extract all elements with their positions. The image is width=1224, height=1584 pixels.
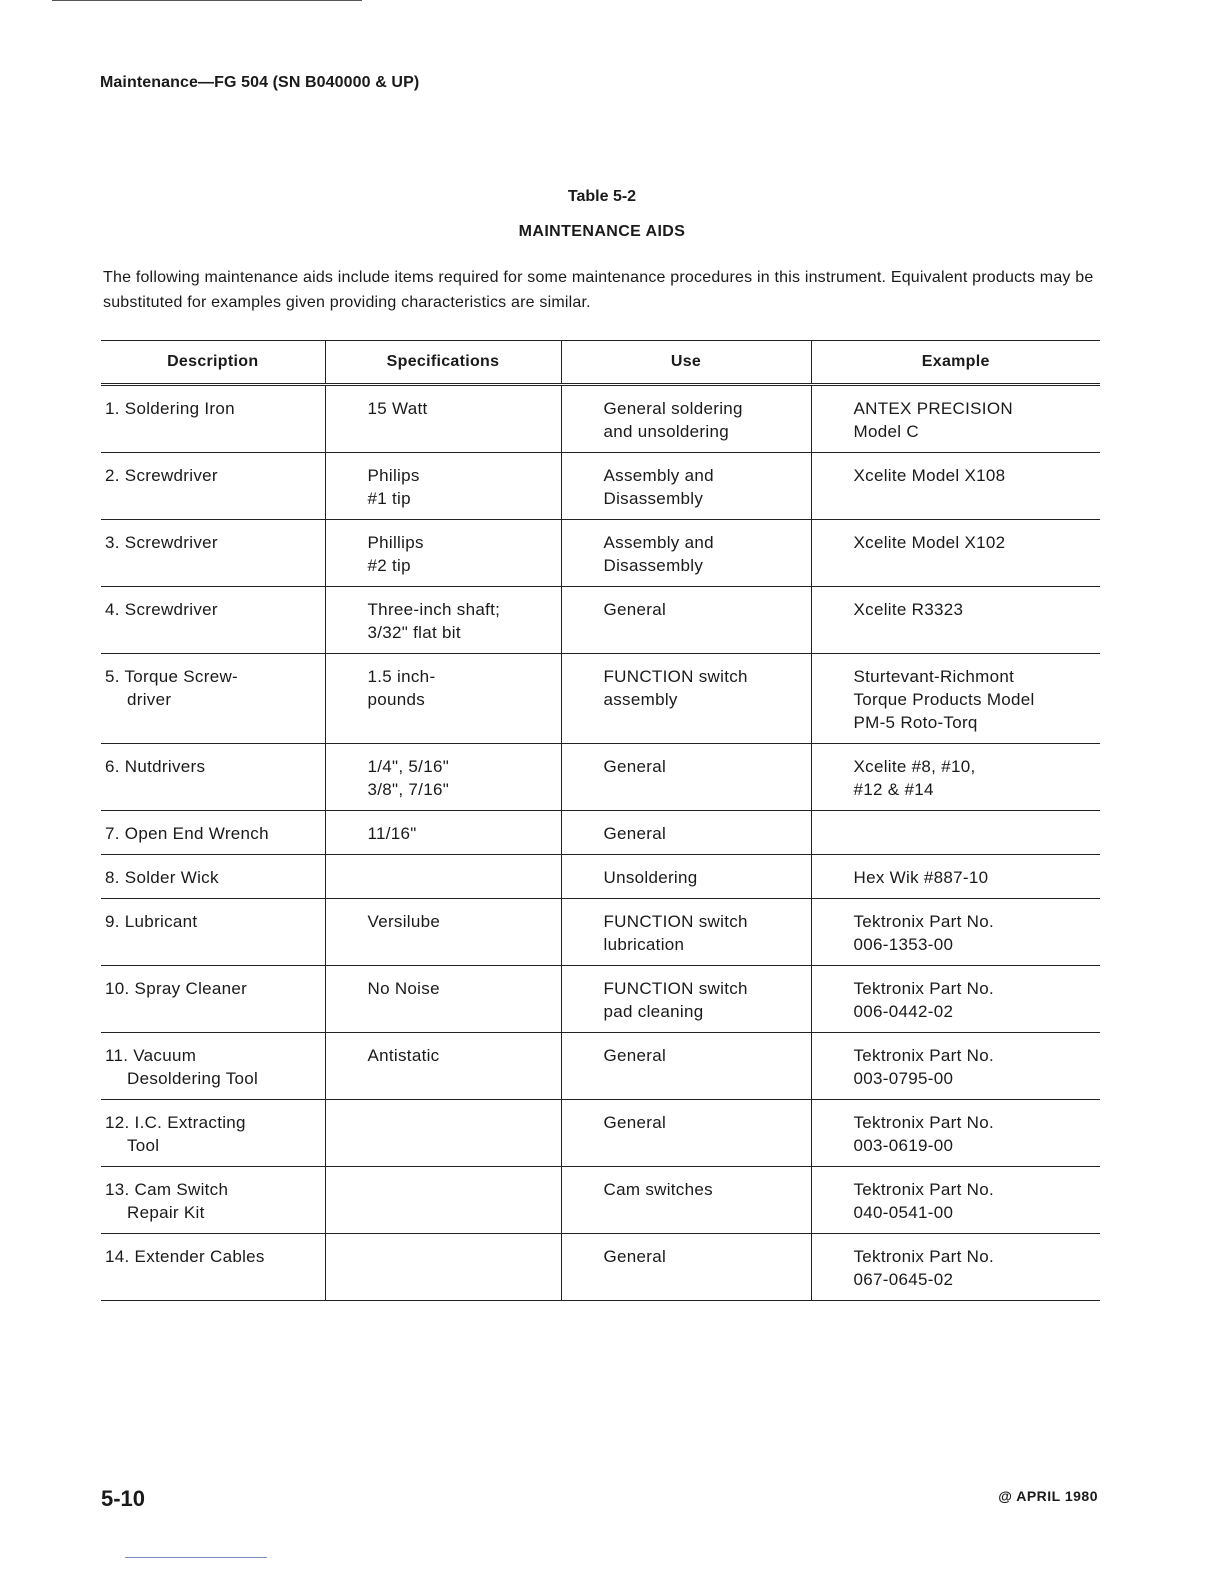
cell-description-line: 9. Lubricant [105, 912, 198, 931]
cell-use [561, 1167, 811, 1234]
cell-description [101, 654, 325, 744]
cell-example-line: 040-0541-00 [853, 1203, 954, 1222]
cell-specification-line: Antistatic [367, 1046, 440, 1065]
cell-use [561, 1100, 811, 1167]
cell-description-line: 7. Open End Wrench [105, 824, 269, 843]
cell-example [811, 1167, 1100, 1234]
cell-example [811, 744, 1100, 811]
cell-example [811, 1033, 1100, 1100]
cell-use-line: General [603, 824, 667, 843]
cell-use-line: pad cleaning [603, 1002, 704, 1021]
cell-description [101, 1100, 325, 1167]
cell-description-line: 8. Solder Wick [105, 868, 219, 887]
cell-description [101, 744, 325, 811]
cell-use [561, 744, 811, 811]
table-row [101, 1234, 1100, 1301]
copyright-date: @ APRIL 1980 [998, 1488, 1098, 1504]
cell-use [561, 453, 811, 520]
cell-use-line: General [603, 600, 667, 619]
cell-use-line: FUNCTION switch [603, 912, 748, 931]
table-row [101, 1167, 1100, 1234]
cell-specification-line: 3/32" flat bit [367, 623, 461, 642]
cell-example-line: 006-1353-00 [853, 935, 954, 954]
table-title: MAINTENANCE AIDS [518, 223, 686, 240]
cell-specification-line: 1.5 inch- [367, 667, 436, 686]
cell-specification-line: 1/4", 5/16" [367, 757, 450, 776]
cell-use-line: and unsoldering [603, 422, 729, 441]
table-row [101, 587, 1100, 654]
cell-use [561, 520, 811, 587]
cell-use-line: FUNCTION switch [603, 979, 748, 998]
table-row [101, 811, 1100, 855]
cell-specification-line: No Noise [367, 979, 440, 998]
table-row [101, 744, 1100, 811]
cell-example-line: Tektronix Part No. [853, 1046, 995, 1065]
intro-paragraph: The following maintenance aids include items required for some maintenance procedures in this instrument. Equivalent products may be substituted for examples given providing characteristics are similar. [103, 269, 1094, 311]
cell-use [561, 899, 811, 966]
cell-description [101, 811, 325, 855]
table-row [101, 1100, 1100, 1167]
cell-specification [325, 1033, 561, 1100]
cell-description-line: 10. Spray Cleaner [105, 979, 248, 998]
header-description: Description [101, 341, 325, 385]
cell-example-line: Hex Wik #887-10 [853, 868, 989, 887]
cell-specification [325, 520, 561, 587]
cell-description [101, 1234, 325, 1301]
cell-specification-line: Phillips [367, 533, 424, 552]
table-row [101, 899, 1100, 966]
table-row [101, 453, 1100, 520]
cell-description [101, 453, 325, 520]
cell-specification [325, 899, 561, 966]
cell-example [811, 966, 1100, 1033]
cell-example-line: 067-0645-02 [853, 1270, 954, 1289]
cell-specification-line: 11/16" [367, 824, 417, 843]
cell-example-line: Tektronix Part No. [853, 1247, 995, 1266]
cell-specification [325, 855, 561, 899]
cell-use [561, 1234, 811, 1301]
cell-specification-line [368, 866, 551, 889]
cell-example [811, 1100, 1100, 1167]
cell-example [811, 453, 1100, 520]
cell-description [101, 1033, 325, 1100]
page-header: Maintenance—FG 504 (SN B040000 & UP) [100, 74, 420, 91]
cell-example [811, 385, 1100, 453]
cell-example [811, 654, 1100, 744]
cell-use [561, 654, 811, 744]
cell-example-line: 003-0795-00 [853, 1069, 954, 1088]
cell-description-line: 12. I.C. Extracting [105, 1113, 246, 1132]
header-specifications: Specifications [325, 341, 561, 385]
cell-use-line: Unsoldering [603, 868, 698, 887]
cell-example-line: Xcelite Model X108 [853, 466, 1006, 485]
cell-example-line: Tektronix Part No. [853, 912, 995, 931]
cell-use-line: General [603, 1046, 667, 1065]
cell-example-line: Xcelite R3323 [853, 600, 964, 619]
cell-description-line: 5. Torque Screw- [105, 667, 238, 686]
maintenance-aids-table [101, 340, 1100, 1301]
cell-specification [325, 966, 561, 1033]
cell-description-line: 6. Nutdrivers [105, 757, 206, 776]
table-header-row [101, 341, 1100, 385]
cell-specification-line [368, 1245, 551, 1268]
table-row [101, 654, 1100, 744]
header-example: Example [811, 341, 1100, 385]
cell-specification [325, 1167, 561, 1234]
cell-specification-line [368, 1178, 551, 1201]
cell-use [561, 811, 811, 855]
cell-description-line: 11. Vacuum [105, 1046, 197, 1065]
cell-example-line [854, 822, 1091, 845]
cell-use-line: FUNCTION switch [603, 667, 748, 686]
cell-use [561, 855, 811, 899]
cell-specification [325, 1234, 561, 1301]
header-use: Use [561, 341, 811, 385]
cell-specification-line [368, 1111, 551, 1134]
cell-use [561, 1033, 811, 1100]
cell-use-line: Assembly and [603, 533, 714, 552]
cell-example-line: 003-0619-00 [853, 1136, 954, 1155]
cell-description-line: Desoldering Tool [127, 1069, 259, 1088]
cell-use-line: General [603, 757, 667, 776]
cell-example-line: PM-5 Roto-Torq [853, 713, 978, 732]
cell-description [101, 520, 325, 587]
cell-use-line: Cam switches [603, 1180, 713, 1199]
cell-specification [325, 654, 561, 744]
cell-description-line: driver [127, 690, 172, 709]
cell-example [811, 587, 1100, 654]
cell-example-line: Tektronix Part No. [853, 1180, 995, 1199]
cell-specification-line: Three-inch shaft; [367, 600, 501, 619]
cell-use-line: Disassembly [603, 556, 704, 575]
cell-description-line: 2. Screwdriver [105, 466, 218, 485]
cell-specification-line: Versilube [367, 912, 441, 931]
cell-example-line: Xcelite #8, #10, [853, 757, 976, 776]
table-row [101, 385, 1100, 453]
cell-example-line: 006-0442-02 [853, 1002, 954, 1021]
cell-example-line: Xcelite Model X102 [853, 533, 1006, 552]
page-number: 5-10 [101, 1486, 146, 1511]
cell-specification-line: pounds [367, 690, 426, 709]
cell-specification [325, 1100, 561, 1167]
cell-specification-line: #2 tip [367, 556, 411, 575]
cell-use-line: Disassembly [603, 489, 704, 508]
cell-specification-line: 3/8", 7/16" [367, 780, 450, 799]
cell-use-line: lubrication [603, 935, 685, 954]
cell-example-line: Torque Products Model [853, 690, 1035, 709]
cell-example-line: Tektronix Part No. [853, 1113, 995, 1132]
cell-description-line: Repair Kit [127, 1203, 205, 1222]
cell-specification [325, 811, 561, 855]
table-row [101, 520, 1100, 587]
cell-description [101, 1167, 325, 1234]
cell-specification [325, 587, 561, 654]
table-row [101, 1033, 1100, 1100]
top-rule [52, 0, 362, 1]
cell-specification [325, 385, 561, 453]
cell-specification [325, 453, 561, 520]
cell-use [561, 966, 811, 1033]
table-number: Table 5-2 [567, 188, 637, 205]
cell-description-line: 4. Screwdriver [105, 600, 218, 619]
cell-description-line: 13. Cam Switch [105, 1180, 229, 1199]
cell-description [101, 855, 325, 899]
cell-description [101, 587, 325, 654]
cell-example [811, 855, 1100, 899]
cell-example-line: #12 & #14 [853, 780, 934, 799]
cell-description-line: 14. Extender Cables [105, 1247, 265, 1266]
table-body [101, 385, 1100, 1301]
cell-use [561, 587, 811, 654]
cell-specification-line: 15 Watt [367, 399, 428, 418]
cell-example [811, 1234, 1100, 1301]
table-row [101, 855, 1100, 899]
cell-use-line: General soldering [603, 399, 743, 418]
cell-specification-line: #1 tip [367, 489, 411, 508]
cell-specification-line: Philips [367, 466, 420, 485]
cell-description [101, 966, 325, 1033]
footer-rule [125, 1557, 267, 1558]
cell-description [101, 385, 325, 453]
cell-example-line: ANTEX PRECISION [853, 399, 1013, 418]
cell-example-line: Model C [853, 422, 919, 441]
cell-example-line: Sturtevant-Richmont [853, 667, 1015, 686]
cell-use [561, 385, 811, 453]
cell-description-line: 3. Screwdriver [105, 533, 218, 552]
cell-example [811, 811, 1100, 855]
cell-use-line: assembly [603, 690, 678, 709]
cell-description-line: 1. Soldering Iron [105, 399, 235, 418]
cell-example [811, 520, 1100, 587]
cell-specification [325, 744, 561, 811]
cell-use-line: General [603, 1113, 667, 1132]
table-row [101, 966, 1100, 1033]
cell-description-line: Tool [127, 1136, 160, 1155]
cell-example [811, 899, 1100, 966]
cell-description [101, 899, 325, 966]
cell-example-line: Tektronix Part No. [853, 979, 995, 998]
cell-use-line: Assembly and [603, 466, 714, 485]
cell-use-line: General [603, 1247, 667, 1266]
